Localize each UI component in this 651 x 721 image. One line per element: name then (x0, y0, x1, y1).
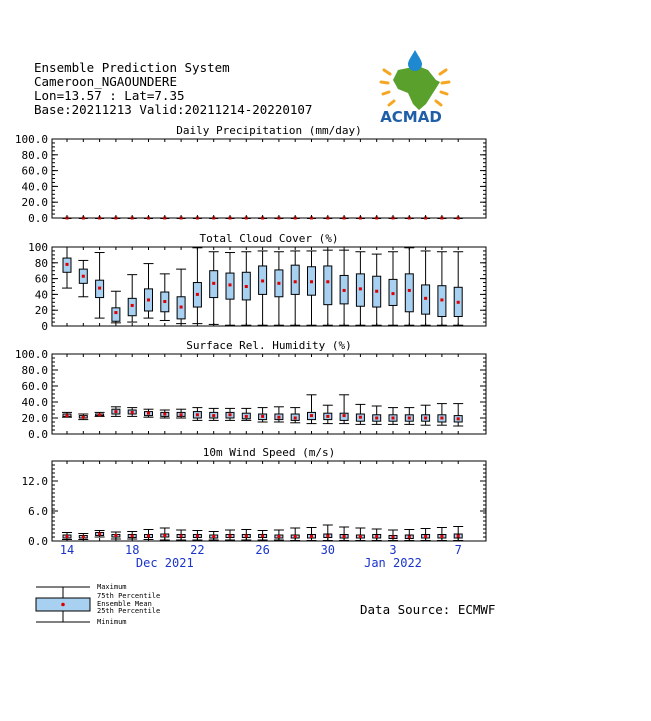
humidity-mean-marker (114, 410, 117, 413)
humidity-day-box (160, 410, 170, 418)
cloud-day-box (160, 274, 170, 321)
cloud-day-box (421, 251, 431, 325)
humidity-day-box (225, 408, 235, 420)
acmad-logo (380, 50, 449, 126)
x-tick-label: 26 (255, 543, 270, 557)
humidity-mean-marker (457, 417, 460, 420)
panel-precip (15, 124, 486, 225)
precip-ytick-label: 0.0 (28, 212, 48, 225)
cloud-mean-marker (359, 287, 362, 290)
humidity-day-box (241, 408, 251, 420)
humidity-day-box (127, 408, 137, 417)
cloud-iqr-box (128, 298, 136, 315)
cloud-day-box (274, 252, 284, 325)
cloud-ytick-label: 0 (41, 320, 48, 333)
humidity-day-box (176, 409, 186, 418)
humidity-mean-marker (245, 415, 248, 418)
wind-day-box (127, 532, 137, 540)
humidity-mean-marker (147, 412, 150, 415)
legend-mean-marker (61, 603, 65, 607)
x-month-label: Jan 2022 (364, 556, 422, 570)
cloud-day-box (258, 251, 268, 325)
data-source: Data Source: ECMWF (360, 602, 496, 617)
humidity-mean-marker (424, 417, 427, 420)
precip-ytick-label: 20.0 (21, 196, 48, 210)
wind-mean-marker (424, 535, 427, 538)
humidity-day-box (372, 406, 382, 424)
wind-mean-marker (180, 535, 183, 538)
humidity-mean-marker (261, 415, 264, 418)
cloud-mean-marker (294, 280, 297, 283)
humidity-day-box (62, 412, 72, 417)
cloud-day-box (323, 250, 333, 325)
cloud-mean-marker (457, 301, 460, 304)
x-tick-label: 18 (124, 543, 140, 557)
humidity-mean-marker (196, 413, 199, 416)
humidity-mean-marker (392, 417, 395, 420)
humidity-frame (52, 354, 486, 434)
humidity-day-box (339, 395, 349, 424)
wind-mean-marker (229, 535, 232, 538)
wind-ytick-label: 0.0 (28, 535, 48, 548)
humidity-mean-marker (180, 413, 183, 416)
cloud-ytick-label: 60 (34, 272, 48, 286)
cloud-day-box (78, 260, 88, 296)
humidity-mean-marker (408, 417, 411, 420)
cloud-ytick-label: 100 (28, 241, 48, 254)
humidity-mean-marker (66, 414, 69, 417)
header-station: Cameroon_NGAOUNDERE (34, 74, 177, 89)
humidity-day-box (388, 408, 398, 425)
humidity-day-box (144, 409, 154, 417)
humidity-mean-marker (277, 416, 280, 419)
wind-mean-marker (457, 535, 460, 538)
wind-ytick-label: 12.0 (21, 475, 48, 488)
humidity-day-box (192, 408, 202, 421)
cloud-mean-marker (440, 298, 443, 301)
cloud-title: Total Cloud Cover (%) (199, 232, 339, 245)
cloud-mean-marker (180, 306, 183, 309)
cloud-mean-marker (408, 289, 411, 292)
humidity-day-box (209, 408, 219, 420)
cloud-day-box (355, 252, 365, 325)
wind-mean-marker (294, 535, 297, 538)
humidity-ytick-label: 20.0 (21, 412, 48, 425)
cloud-mean-marker (229, 283, 232, 286)
humidity-mean-marker (375, 417, 378, 420)
cloud-ytick-label: 80 (34, 256, 48, 270)
humidity-ytick-label: 60.0 (21, 380, 48, 393)
precip-ytick-label: 60.0 (21, 164, 48, 178)
logo-text: ACMAD (380, 108, 442, 126)
humidity-ytick-label: 40.0 (21, 396, 48, 409)
precip-frame (52, 139, 486, 218)
wind-mean-marker (343, 535, 346, 538)
cloud-day-box (62, 247, 72, 288)
x-tick-label: 30 (320, 543, 336, 557)
wind-day-box (95, 531, 105, 538)
cloud-mean-marker (66, 263, 69, 266)
cloud-day-box (437, 252, 447, 325)
humidity-mean-marker (163, 413, 166, 416)
cloud-day-box (372, 254, 382, 325)
cloud-day-box (176, 269, 186, 324)
cloud-day-box (225, 253, 235, 326)
humidity-day-box (323, 405, 333, 423)
legend-label-p25: 25th Percentile (97, 607, 161, 615)
cloud-mean-marker (392, 292, 395, 295)
cloud-day-box (241, 252, 251, 325)
x-tick-label: 14 (59, 543, 75, 557)
cloud-day-box (453, 252, 463, 325)
humidity-mean-marker (229, 413, 232, 416)
wind-ytick-label: 6.0 (28, 505, 48, 518)
cloud-day-box (209, 252, 219, 325)
cloud-mean-marker (375, 290, 378, 293)
wind-mean-marker (163, 534, 166, 537)
wind-mean-marker (131, 535, 134, 538)
humidity-mean-marker (131, 411, 134, 414)
cloud-mean-marker (261, 279, 264, 282)
cloud-mean-marker (114, 311, 117, 314)
panel-wind (22, 446, 487, 548)
panel-cloud (28, 232, 486, 333)
cloud-ytick-label: 20 (34, 304, 48, 318)
header-coords: Lon=13.57 : Lat=7.35 (34, 88, 185, 103)
humidity-mean-marker (82, 416, 85, 419)
legend-label-mean: Ensemble Mean (97, 600, 152, 608)
humidity-title: Surface Rel. Humidity (%) (186, 339, 352, 352)
legend-label-p75: 75th Percentile (97, 592, 161, 600)
humidity-day-box (274, 407, 284, 422)
humidity-day-box (78, 414, 88, 420)
wind-mean-marker (375, 535, 378, 538)
cloud-mean-marker (163, 300, 166, 303)
cloud-day-box (95, 253, 105, 319)
humidity-day-box (355, 404, 365, 424)
humidity-mean-marker (212, 414, 215, 417)
header-system: Ensemble Prediction System (34, 60, 230, 75)
wind-mean-marker (326, 535, 329, 538)
wind-mean-marker (196, 535, 199, 538)
humidity-day-box (95, 412, 105, 416)
humidity-ytick-label: 100.0 (14, 348, 48, 361)
cloud-mean-marker (147, 298, 150, 301)
cloud-mean-marker (343, 289, 346, 292)
cloud-day-box (388, 252, 398, 325)
precip-title: Daily Precipitation (mm/day) (176, 124, 362, 137)
cloud-day-box (127, 275, 137, 322)
humidity-mean-marker (440, 417, 443, 420)
cloud-day-box (111, 291, 121, 323)
cloud-mean-marker (310, 280, 313, 283)
precip-ytick-label: 80.0 (21, 148, 48, 162)
wind-mean-marker (245, 535, 248, 538)
wind-mean-marker (98, 533, 101, 536)
cloud-iqr-box (291, 265, 299, 294)
cloud-mean-marker (212, 282, 215, 285)
x-month-label: Dec 2021 (135, 556, 194, 570)
wind-mean-marker (66, 535, 69, 538)
panel-humidity (15, 339, 486, 441)
humidity-day-box (290, 408, 300, 423)
wind-day-box (111, 532, 121, 539)
cloud-mean-marker (98, 287, 101, 290)
x-tick-label: 3 (389, 543, 397, 557)
humidity-day-box (404, 408, 414, 425)
humidity-mean-marker (294, 417, 297, 420)
wind-mean-marker (440, 535, 443, 538)
header (34, 60, 312, 117)
wind-mean-marker (261, 535, 264, 538)
humidity-day-box (111, 407, 121, 417)
cloud-mean-marker (326, 280, 329, 283)
cloud-mean-marker (196, 293, 199, 296)
panels (15, 124, 486, 548)
humidity-mean-marker (310, 414, 313, 417)
humidity-mean-marker (359, 416, 362, 419)
header-dates: Base:20211213 Valid:20211214-20220107 (34, 102, 313, 117)
humidity-mean-marker (326, 415, 329, 418)
cloud-mean-marker (277, 282, 280, 285)
wind-mean-marker (277, 535, 280, 538)
cloud-ytick-label: 40 (34, 288, 48, 302)
x-tick-label: 7 (454, 543, 462, 557)
cloud-mean-marker (131, 304, 134, 307)
legend-label-max: Maximum (97, 583, 127, 591)
precip-ytick-label: 40.0 (21, 180, 48, 194)
cloud-day-box (290, 251, 300, 325)
cloud-mean-marker (424, 297, 427, 300)
africa-map-icon (393, 66, 440, 110)
cloud-day-box (144, 264, 154, 319)
humidity-day-box (421, 405, 431, 425)
legend (36, 583, 160, 626)
cloud-day-box (307, 251, 317, 325)
wind-title: 10m Wind Speed (m/s) (202, 446, 336, 459)
humidity-ytick-label: 80.0 (21, 364, 48, 377)
cloud-iqr-box (405, 274, 413, 312)
water-drop-icon (408, 50, 422, 71)
humidity-day-box (453, 404, 463, 426)
cloud-day-box (192, 248, 202, 324)
humidity-mean-marker (343, 414, 346, 417)
cloud-mean-marker (82, 275, 85, 278)
cloud-day-box (339, 250, 349, 325)
cloud-iqr-box (324, 266, 332, 305)
humidity-day-box (307, 395, 317, 424)
wind-mean-marker (310, 535, 313, 538)
humidity-day-box (437, 404, 447, 426)
humidity-mean-marker (98, 413, 101, 416)
humidity-ytick-label: 0.0 (28, 428, 48, 441)
cloud-day-box (404, 248, 414, 325)
precip-ytick-label: 100.0 (14, 133, 48, 146)
wind-mean-marker (212, 535, 215, 538)
cloud-iqr-box (112, 308, 120, 321)
cloud-mean-marker (245, 285, 248, 288)
x-tick-label: 22 (190, 543, 205, 557)
legend-label-min: Minimum (97, 618, 127, 626)
wind-mean-marker (147, 535, 150, 538)
wind-mean-marker (359, 535, 362, 538)
humidity-day-box (258, 408, 268, 422)
wind-mean-marker (114, 534, 117, 537)
